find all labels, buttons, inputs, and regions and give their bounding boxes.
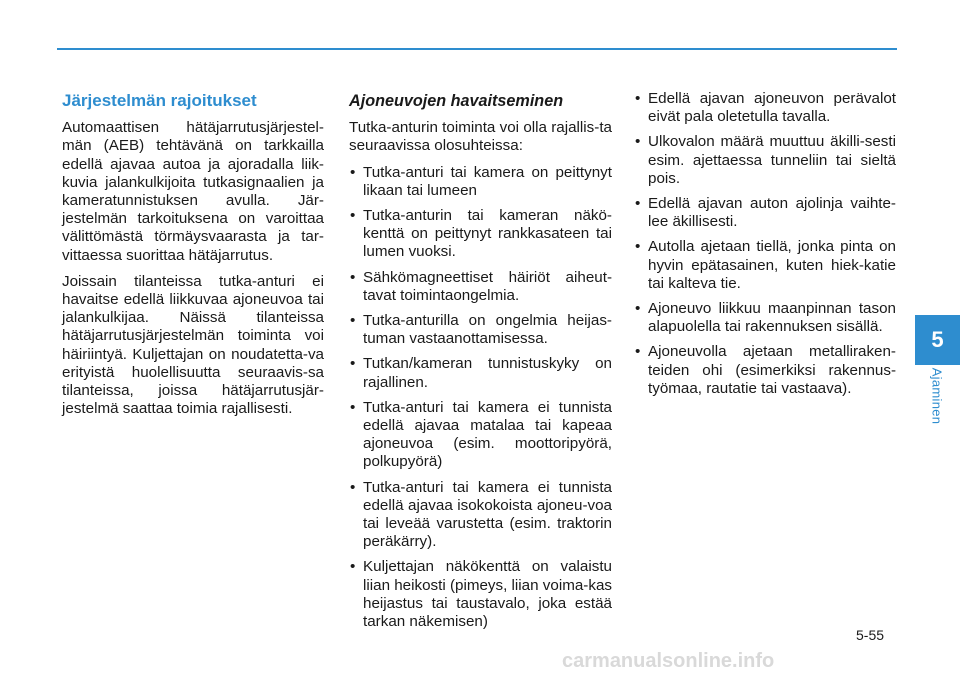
bullet-list [634, 90, 896, 398]
bullet-icon: • [350, 478, 356, 496]
list-item: • Ajoneuvo liikkuu maanpinnan tason alapuolella tai rakennuksen sisällä. [635, 300, 896, 336]
column-3 [634, 90, 896, 405]
list-item: • Edellä ajavan ajoneuvon perävalot eivät pala oletetulla tavalla. [635, 90, 896, 126]
list-item: • Ajoneuvolla ajetaan metalliraken-teiden ohi (esimerkiksi rakennus-työmaa, rautatie tai vastaava). [635, 343, 896, 397]
bullet-icon: • [350, 207, 356, 225]
bullet-icon: • [635, 343, 641, 361]
bullet-icon: • [350, 312, 356, 330]
bullet-list [349, 164, 612, 632]
list-item: • Tutkan/kameran tunnistuskyky on rajallinen. [350, 355, 612, 391]
paragraph: Automaattisen hätäjarrutusjärjestel-män (AEB) tehtävänä on tarkkailla edellä ajavaa autoa ja ajoradalla liik-kuvia jalankulkijoita tutkasignaalien ja kameratunnistuksen avulla. Jär-jestelmän tarkoituksena on varoittaa välittömästä törmäysvaarasta ja tar-vittaessa suorittaa hätäjarrutus. [62, 119, 324, 264]
section-heading: Järjestelmän rajoitukset [62, 91, 257, 110]
list-item: • Ulkovalon määrä muuttuu äkilli-sesti esim. ajettaessa tunneliin tai sieltä pois. [635, 133, 896, 187]
bullet-icon: • [350, 558, 356, 576]
bullet-icon: • [635, 300, 641, 318]
bullet-icon: • [635, 195, 641, 213]
list-item: • Tutka-anturin tai kameran näkö-kenttä on peittynyt rankkasateen tai lumen vuoksi. [350, 207, 612, 261]
paragraph: Joissain tilanteissa tutka-anturi ei havaitse edellä liikkuvaa ajoneuvoa tai jalankulkijaa. Näissä tilanteissa hätäjarrutusjärjestelmän toiminta voi häiriintyä. Kuljettajan on noudatetta-va erityistä huolellisuutta seuraavis-sa tilanteissa, joissa hätäjarrutusjär-jestelmä saattaa toimia rajallisesti. [62, 272, 324, 418]
bullet-icon: • [635, 238, 641, 256]
list-item: • Autolla ajetaan tiellä, jonka pinta on hyvin epätasainen, kuten hiek-katie tai kalteva tie. [635, 238, 896, 292]
list-item: • Tutka-anturi tai kamera ei tunnista edellä ajavaa isokokoista ajoneu-voa tai leveää varustetta (esim. traktorin peräkärry). [350, 478, 612, 551]
bullet-icon: • [350, 355, 356, 373]
top-rule [57, 48, 897, 50]
page-number: 5-55 [856, 627, 885, 643]
bullet-icon: • [350, 163, 356, 181]
column-1 [62, 90, 324, 426]
list-item: • Tutka-anturi tai kamera ei tunnista edellä ajavaa matalaa tai kapeaa ajoneuvoa (esim. moottoripyörä, polkupyörä) [350, 398, 612, 471]
list-item: • Tutka-anturilla on ongelmia heijas-tuman vastaanottamisessa. [350, 312, 612, 348]
intro-paragraph: Tutka-anturin toiminta voi olla rajallis-ta seuraavissa olosuhteissa: [349, 119, 612, 155]
subsection-heading: Ajoneuvojen havaitseminen [349, 92, 564, 110]
column-2 [349, 90, 612, 638]
list-item: • Edellä ajavan auton ajolinja vaihte-lee äkillisesti. [635, 195, 896, 231]
bullet-icon: • [635, 90, 641, 107]
list-item: • Sähkömagneettiset häiriöt aiheut-tavat toimintaongelmia. [350, 268, 612, 304]
list-item: • Kuljettajan näkökenttä on valaistu liian heikosti (pimeys, liian voima-kas heijastus tai taustavalo, joka estää tarkan näkemisen) [350, 558, 612, 631]
watermark: carmanualsonline.info [562, 650, 775, 672]
bullet-icon: • [350, 398, 356, 416]
chapter-number-tab: 5 [915, 315, 960, 365]
bullet-icon: • [635, 133, 641, 151]
chapter-label: Ajaminen [929, 367, 945, 425]
bullet-icon: • [350, 268, 356, 286]
list-item: • Tutka-anturi tai kamera on peittynyt likaan tai lumeen [350, 163, 612, 199]
